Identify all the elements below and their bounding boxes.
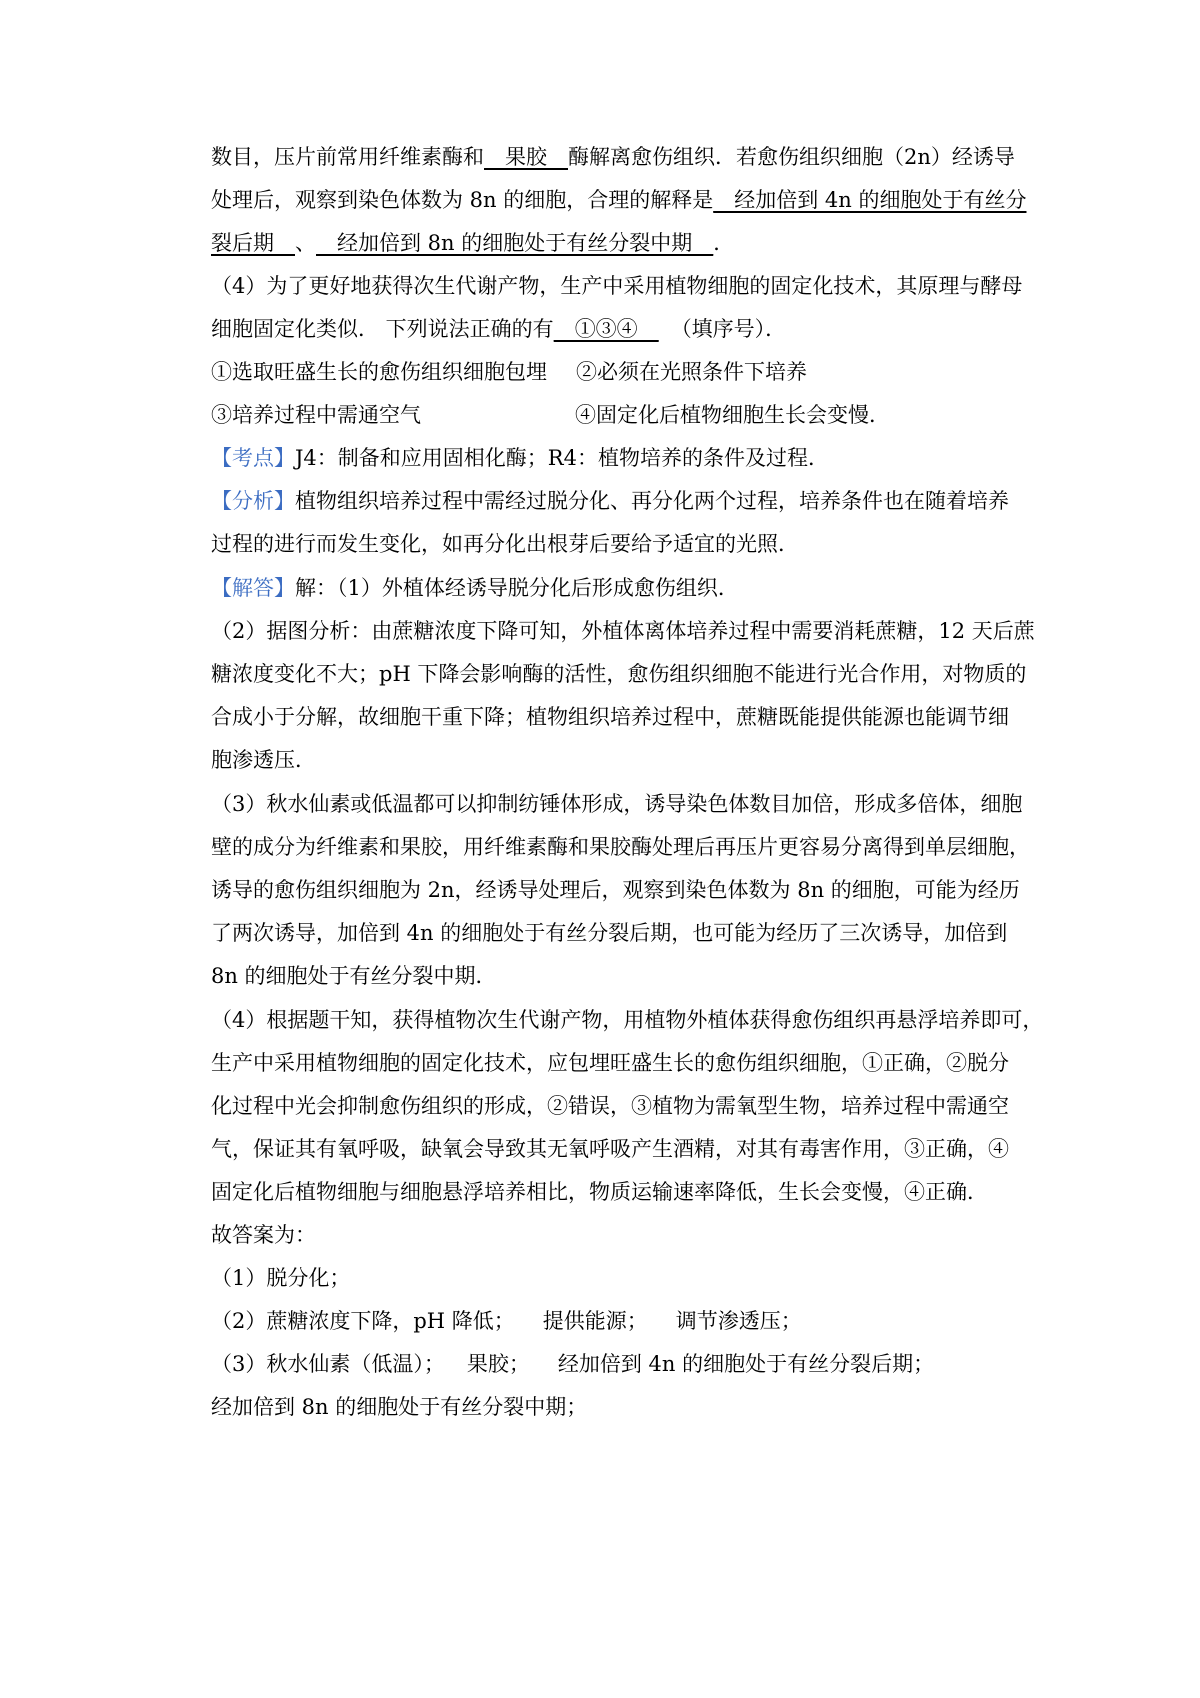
fenxi-tag: 【分析】	[211, 489, 295, 513]
q3-line-3	[211, 229, 1031, 259]
jieda-p3-line	[211, 833, 1031, 863]
option-3: ③培养过程中需通空气	[211, 403, 421, 427]
q4-options-row-2	[211, 401, 1031, 431]
paragraph-line: 固定化后植物细胞与细胞悬浮培养相比，物质运输速率降低，生长会变慢，④正确．	[211, 1180, 988, 1204]
jieda-tag: 【解答】	[211, 576, 295, 600]
paragraph-line: 气，保证其有氧呼吸，缺氧会导致其无氧呼吸产生酒精，对其有毒害作用，③正确，④	[211, 1137, 1009, 1161]
answer-text: 经加倍到 8n 的细胞处于有丝分裂中期；	[211, 1395, 588, 1419]
paragraph-line: （4）根据题干知，获得植物次生代谢产物，用植物外植体获得愈伤组织再悬浮培养即可，	[211, 1008, 1044, 1032]
jieda-line-1	[211, 574, 1031, 604]
answer-3-cont	[211, 1393, 1031, 1423]
answer-1	[211, 1264, 1031, 1294]
period: ．	[713, 231, 735, 255]
q3-text: 酶解离愈伤组织．若愈伤组织细胞（2n）经诱导	[568, 145, 1015, 169]
answer-2	[211, 1307, 1031, 1337]
answer-text: （3）秋水仙素（低温）；	[211, 1352, 445, 1376]
answer-text: 果胶；	[466, 1352, 530, 1376]
paragraph-line: 8n 的细胞处于有丝分裂中期．	[211, 964, 497, 988]
answer-blank: __果胶__	[484, 145, 568, 169]
option-4: ④固定化后植物细胞生长会变慢．	[575, 403, 890, 427]
jieda-p4-line	[211, 1135, 1031, 1165]
jieda-p3-line	[211, 790, 1031, 820]
q3-line-2	[211, 186, 1031, 216]
answer-text: 提供能源；	[542, 1309, 648, 1333]
answer-blank: __经加倍到 4n 的细胞处于有丝分	[713, 188, 1027, 212]
jieda-p4-line	[211, 1006, 1044, 1036]
separator: 、	[295, 231, 316, 255]
jieda-text: 解：（1）外植体经诱导脱分化后形成愈伤组织．	[295, 576, 739, 600]
fenxi-line-2	[211, 530, 1031, 560]
answer-text: （2）蔗糖浓度下降，pH 降低；	[211, 1309, 515, 1333]
jieda-p2-line	[211, 746, 1031, 776]
kaodian-tag: 【考点】	[211, 446, 295, 470]
jieda-p4-line	[211, 1092, 1031, 1122]
answer-text: 经加倍到 4n 的细胞处于有丝分裂后期；	[557, 1352, 935, 1376]
paragraph-line: 合成小于分解，故细胞干重下降；植物组织培养过程中，蔗糖既能提供能源也能调节细	[211, 705, 1009, 729]
paragraph-line: （2）据图分析：由蔗糖浓度下降可知，外植体离体培养过程中需要消耗蔗糖，12 天后蔗	[211, 619, 1035, 643]
q4-options-row-1	[211, 358, 1031, 388]
q4-line-1	[211, 272, 1031, 302]
answer-blank: __①③④__	[553, 317, 659, 341]
jieda-p2-line	[211, 617, 1035, 647]
jieda-p3-line	[211, 919, 1031, 949]
fenxi-line-1	[211, 487, 1031, 517]
kaodian-line	[211, 444, 1031, 474]
answers-heading	[211, 1221, 1031, 1251]
answer-text: （1）脱分化；	[211, 1266, 351, 1290]
q4-text: （4）为了更好地获得次生代谢产物，生产中采用植物细胞的固定化技术，其原理与酵母	[211, 274, 1023, 298]
paragraph-line: 了两次诱导，加倍到 4n 的细胞处于有丝分裂后期，也可能为经历了三次诱导，加倍到	[211, 921, 1008, 945]
q3-text: 处理后，观察到染色体数为 8n 的细胞，合理的解释是	[211, 188, 714, 212]
kaodian-text: J4：制备和应用固相化酶；R4：植物培养的条件及过程．	[295, 446, 829, 470]
answers-heading-text: 故答案为：	[211, 1223, 316, 1247]
jieda-p2-line	[211, 660, 1031, 690]
fenxi-text: 过程的进行而发生变化，如再分化出根芽后要给予适宜的光照．	[211, 532, 799, 556]
jieda-p3-line	[211, 876, 1031, 906]
answer-blank: __经加倍到 8n 的细胞处于有丝分裂中期__	[316, 231, 714, 255]
fenxi-text: 植物组织培养过程中需经过脱分化、再分化两个过程，培养条件也在随着培养	[295, 489, 1009, 513]
paragraph-line: 胞渗透压．	[211, 748, 316, 772]
paragraph-line: 诱导的愈伤组织细胞为 2n，经诱导处理后，观察到染色体数为 8n 的细胞，可能为经历	[211, 878, 1020, 902]
q4-text: （填序号）．	[670, 317, 787, 341]
jieda-p2-line	[211, 703, 1031, 733]
paragraph-line: 化过程中光会抑制愈伤组织的形成，②错误，③植物为需氧型生物，培养过程中需通空	[211, 1094, 1009, 1118]
option-2: ②必须在光照条件下培养	[576, 360, 807, 384]
jieda-p3-line	[211, 962, 1031, 992]
q3-text: 数目，压片前常用纤维素酶和	[211, 145, 484, 169]
answer-3	[211, 1350, 1031, 1380]
answer-blank: 裂后期__	[211, 231, 295, 255]
paragraph-line: 糖浓度变化不大；pH 下降会影响酶的活性，愈伤组织细胞不能进行光合作用，对物质的	[211, 662, 1027, 686]
jieda-p4-line	[211, 1049, 1031, 1079]
paragraph-line: 壁的成分为纤维素和果胶，用纤维素酶和果胶酶处理后再压片更容易分离得到单层细胞，	[211, 835, 1030, 859]
answer-text: 调节渗透压；	[675, 1309, 802, 1333]
option-1: ①选取旺盛生长的愈伤组织细胞包埋	[211, 360, 547, 384]
jieda-p4-line	[211, 1178, 1031, 1208]
q4-line-2	[211, 315, 1031, 345]
q4-text: 细胞固定化类似． 下列说法正确的有	[211, 317, 554, 341]
paragraph-line: （3）秋水仙素或低温都可以抑制纺锤体形成，诱导染色体数目加倍，形成多倍体，细胞	[211, 792, 1023, 816]
q3-line-1	[211, 143, 1031, 173]
paragraph-line: 生产中采用植物细胞的固定化技术，应包埋旺盛生长的愈伤组织细胞，①正确，②脱分	[211, 1051, 1009, 1075]
